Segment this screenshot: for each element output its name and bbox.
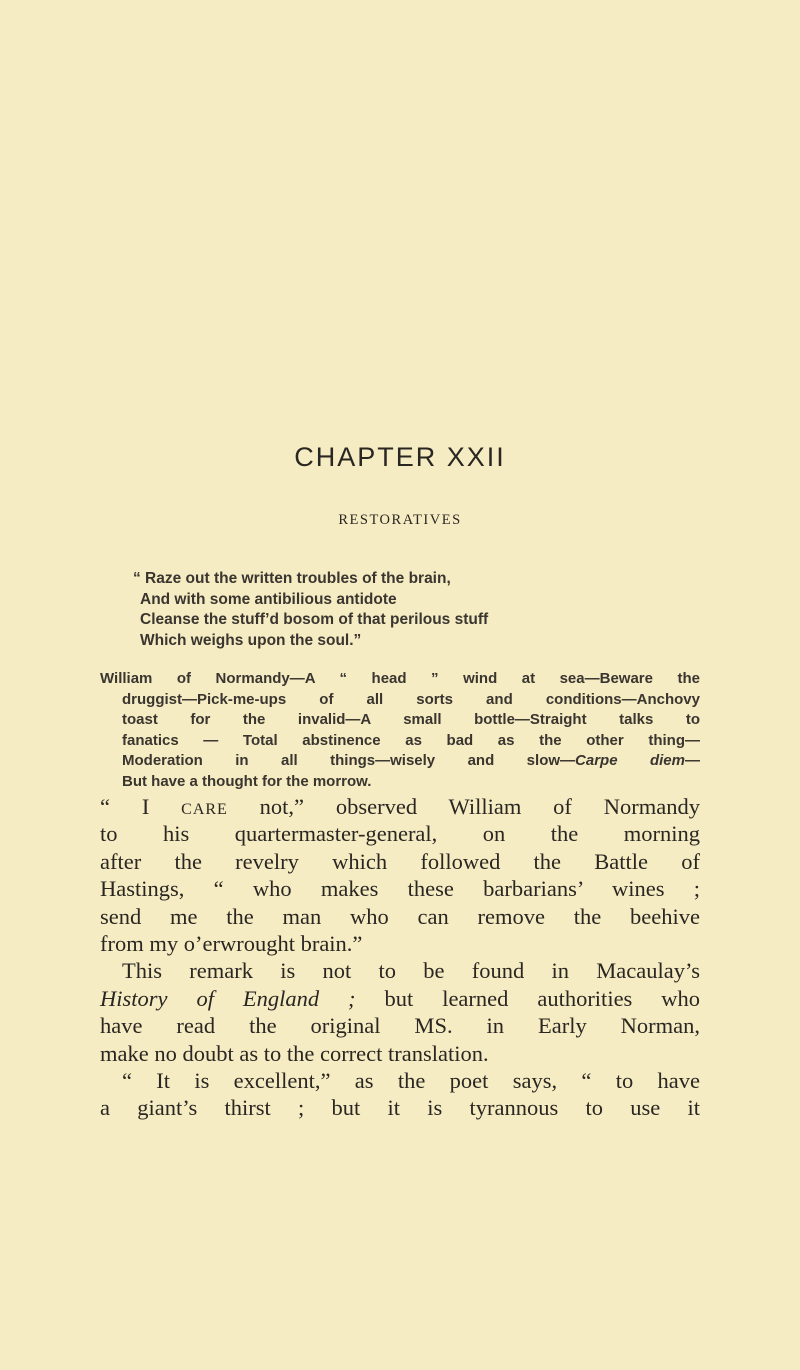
synopsis-line: toast for the invalid—A small bottle—Straight talks to: [122, 711, 700, 728]
body-line: to his quartermaster-general, on the morning: [100, 821, 700, 847]
epigraph: [133, 569, 700, 651]
body-line-text: not,” observed William of Normandy: [227, 794, 700, 819]
body-line: have read the original MS. in Early Norman,: [100, 1013, 700, 1039]
epigraph-line: Which weighs upon the soul.”: [140, 631, 362, 649]
synopsis-line: [122, 751, 700, 772]
body-line: “ It is excellent,” as the poet says, “ to have: [122, 1068, 700, 1094]
chapter-subtitle: RESTORATIVES: [338, 512, 462, 528]
body-line: [100, 985, 700, 1012]
chapter-synopsis: [100, 669, 700, 792]
body-line: make no doubt as to the correct translation.: [100, 1040, 489, 1066]
synopsis-text: Moderation in all things—wisely and slow—: [122, 752, 576, 769]
synopsis-line: fanatics — Total abstinence as bad as the other thing—: [122, 731, 700, 749]
epigraph-line: “ Raze out the written troubles of the brain,: [133, 570, 451, 587]
synopsis-line: But have a thought for the morrow.: [122, 772, 372, 790]
book-title-italic: History of England ;: [100, 985, 356, 1011]
small-caps-word: care: [181, 794, 228, 819]
body-line: from my o’erwrought brain.”: [100, 931, 363, 957]
body-line: send me the man who can remove the beehive: [100, 903, 700, 929]
body-line: after the revelry which followed the Battle of: [100, 848, 700, 874]
chapter-title: CHAPTER XXII: [294, 442, 506, 472]
epigraph-line: And with some antibilious antidote: [140, 590, 397, 608]
synopsis-italic-text: Carpe diem: [575, 752, 685, 769]
body-line: This remark is not to be found in Macaulay’s: [122, 958, 700, 984]
open-quote: “ I: [100, 794, 182, 819]
body-line: [100, 793, 700, 820]
body-line-text: but learned authorities who: [355, 985, 700, 1011]
synopsis-text: —: [685, 752, 700, 769]
body-line: Hastings, “ who makes these barbarians’ wines ;: [100, 876, 700, 902]
epigraph-line: Cleanse the stuff’d bosom of that perilous stuff: [140, 611, 489, 628]
body-line: a giant’s thirst ; but it is tyrannous to use it: [100, 1095, 700, 1121]
synopsis-line: William of Normandy—A “ head ” wind at sea—Beware the: [100, 670, 700, 687]
synopsis-line: druggist—Pick-me-ups of all sorts and conditions—Anchovy: [122, 690, 700, 708]
body-text: [100, 793, 700, 1122]
